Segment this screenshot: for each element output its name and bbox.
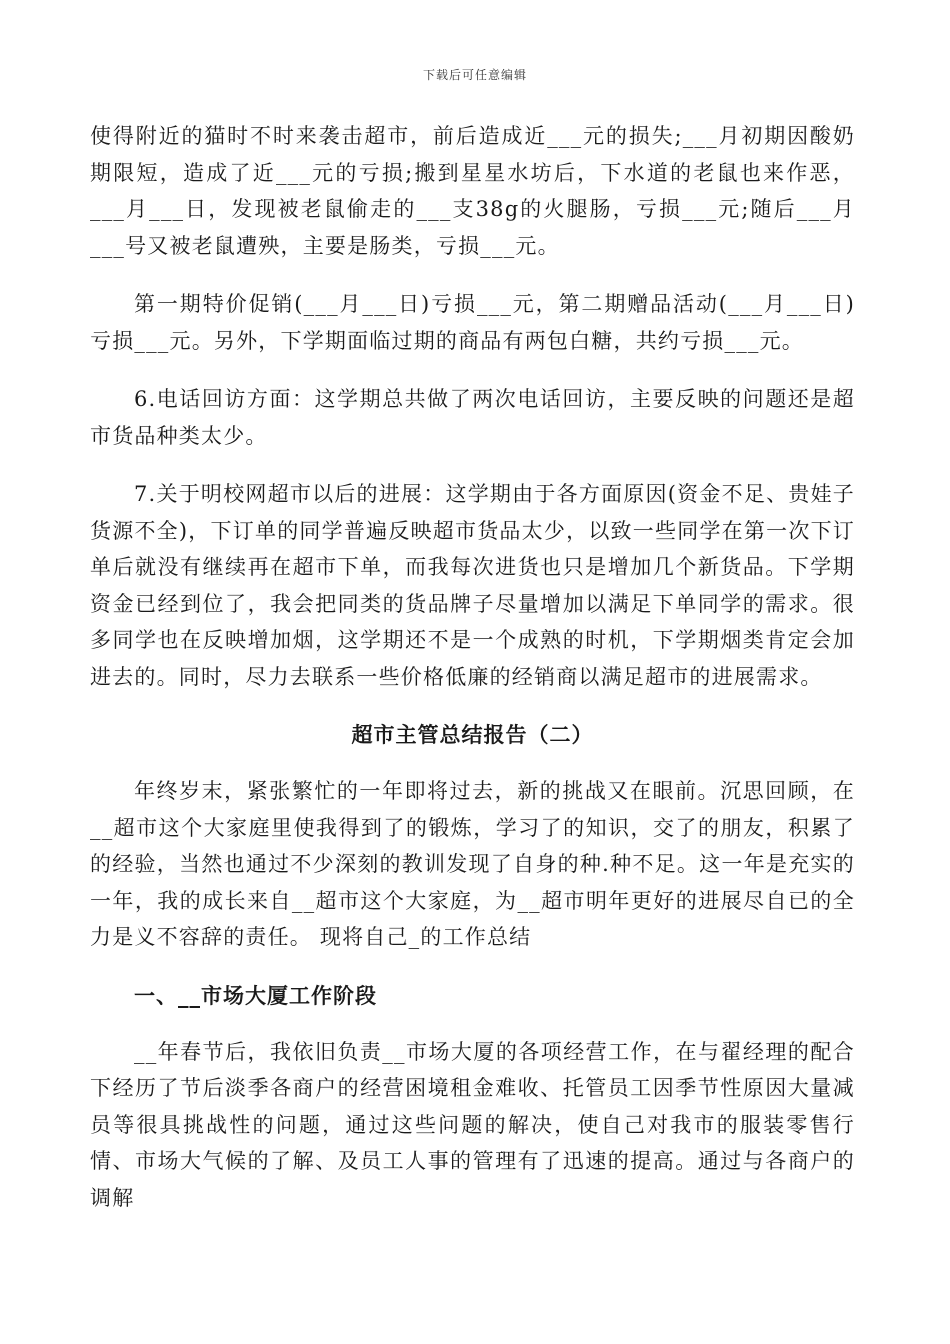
paragraph-year-end: 年终岁末，紧张繁忙的一年即将过去，新的挑战又在眼前。沉思回顾，在__超市这个大家庭里使我得到了的锻炼，学习了的知识，交了的朋友，积累了的经验，当然也通过不少深刻的教训发现了自身的种.种不足。这一年是充实的一年，我的成长来自__超市这个大家庭，为__超市明年更好的进展尽自已的全力是义不容辞的责任。 现将自己_的工作总结	[90, 779, 855, 949]
paragraph-losses: 使得附近的猫时不时来袭击超市，前后造成近___元的损失;___月初期因酸奶期限短，造成了近___元的亏损;搬到星星水坊后，下水道的老鼠也来作恶，___月___日，发现被老鼠偷走的___支38g的火腿肠，亏损___元;随后___月___号又被老鼠遭殃，主要是肠类，亏损___元。	[90, 124, 855, 258]
paragraph-market-building: __年春节后，我依旧负责__市场大厦的各项经营工作，在与翟经理的配合下经历了节后淡季各商户的经营困境租金难收、托管员工因季节性原因大量减员等很具挑战性的问题，通过这些问题的解决，使自己对我市的服装零售行情、市场大气候的了解、及员工人事的管理有了迅速的提高。通过与各商户的调解	[90, 1039, 855, 1210]
paragraph-phone-followup: 6.电话回访方面：这学期总共做了两次电话回访，主要反映的问题还是超市货品种类太少。	[90, 387, 855, 448]
header-note: 下载后可任意编辑	[422, 68, 527, 82]
section-title: 超市主管总结报告（二）	[351, 722, 594, 747]
sub-heading: 一、__市场大厦工作阶段	[134, 982, 377, 1008]
paragraph-future-progress: 7.关于明校网超市以后的进展：这学期由于各方面原因(资金不足、贵娃子货源不全)，下订单的同学普遍反映超市货品太少，以致一些同学在第一次下订单后就没有继续再在超市下单，而我每次进货也只是增加几个新货品。下学期资金已经到位了，我会把同类的货品牌子尽量增加以满足下单同学的需求。很多同学也在反映增加烟，这学期还不是一个成熟的时机，下学期烟类肯定会加进去的。同时，尽力去联系一些价格低廉的经销商以满足超市的进展需求。	[90, 482, 855, 689]
paragraph-promotions: 第一期特价促销(___月___日)亏损___元，第二期赠品活动(___月___日)亏损___元。另外，下学期面临过期的商品有两包白糖，共约亏损___元。	[90, 292, 855, 353]
document-body	[90, 118, 855, 1238]
